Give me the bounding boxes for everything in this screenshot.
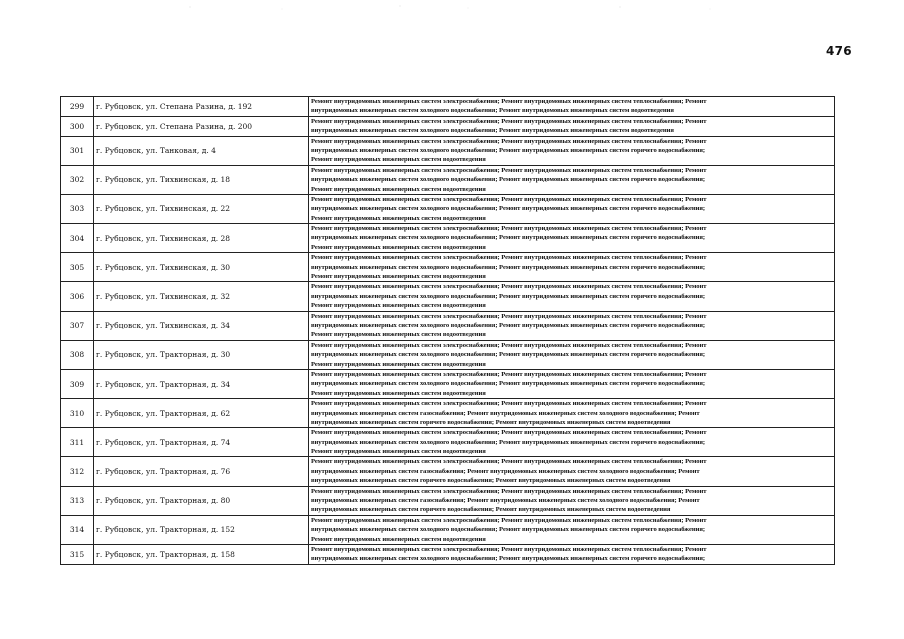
repair-works-line: внутридомовых инженерных систем холодного водоснабжения; Ремонт внутридомовых инженерных систем горячего водоснабжения; (311, 205, 705, 213)
repair-works-line: Ремонт внутридомовых инженерных систем электроснабжения; Ремонт внутридомовых инженерных систем теплоснабжения; Ремонт (311, 225, 707, 233)
repair-works-line: Ремонт внутридомовых инженерных систем электроснабжения; Ремонт внутридомовых инженерных систем теплоснабжения; Ремонт (311, 400, 707, 408)
building-address: г. Рубцовск, ул. Тихвинская, д. 32 (94, 282, 309, 311)
table-row (61, 369, 835, 398)
repair-works-line: Ремонт внутридомовых инженерных систем водоотведения (311, 214, 486, 222)
row-number: 300 (61, 116, 94, 136)
repair-works-line: внутридомовых инженерных систем газоснабжения; Ремонт внутридомовых инженерных систем холодного водоснабжения; Ремонт (311, 467, 700, 475)
repair-works-line: Ремонт внутридомовых инженерных систем водоотведения (311, 331, 486, 339)
building-address: г. Рубцовск, ул. Степана Разина, д. 192 (94, 97, 309, 117)
repair-works-description (309, 136, 835, 165)
repair-works-line: Ремонт внутридомовых инженерных систем электроснабжения; Ремонт внутридомовых инженерных систем теплоснабжения; Ремонт (311, 458, 707, 466)
table-row (61, 457, 835, 486)
row-number: 310 (61, 399, 94, 428)
building-address: г. Рубцовск, ул. Танковая, д. 4 (94, 136, 309, 165)
table-row (61, 544, 835, 564)
repair-works-description (309, 97, 835, 117)
repair-works-line: Ремонт внутридомовых инженерных систем электроснабжения; Ремонт внутридомовых инженерных систем теплоснабжения; Ремонт (311, 341, 707, 349)
repair-works-line: Ремонт внутридомовых инженерных систем водоотведения (311, 302, 486, 310)
repair-works-line: внутридомовых инженерных систем холодного водоснабжения; Ремонт внутридомовых инженерных систем горячего водоснабжения; (311, 526, 705, 534)
repair-works-line: Ремонт внутридомовых инженерных систем электроснабжения; Ремонт внутридомовых инженерных систем теплоснабжения; Ремонт (311, 117, 707, 125)
repair-works-description (309, 486, 835, 515)
building-address: г. Рубцовск, ул. Тракторная, д. 76 (94, 457, 309, 486)
repair-works-description (309, 165, 835, 194)
repair-works-line: внутридомовых инженерных систем холодного водоснабжения; Ремонт внутридомовых инженерных систем водоотведения (311, 107, 674, 115)
repair-works-line: внутридомовых инженерных систем холодного водоснабжения; Ремонт внутридомовых инженерных систем горячего водоснабжения; (311, 321, 705, 329)
repair-works-line: Ремонт внутридомовых инженерных систем электроснабжения; Ремонт внутридомовых инженерных систем теплоснабжения; Ремонт (311, 98, 707, 105)
row-number: 307 (61, 311, 94, 340)
repair-works-line: внутридомовых инженерных систем холодного водоснабжения; Ремонт внутридомовых инженерных систем горячего водоснабжения; (311, 438, 705, 446)
repair-works-line: внутридомовых инженерных систем холодного водоснабжения; Ремонт внутридомовых инженерных систем горячего водоснабжения; (311, 555, 705, 563)
page-number: 476 (826, 44, 852, 58)
registry-table-body (61, 97, 835, 565)
building-address: г. Рубцовск, ул. Тихвинская, д. 34 (94, 311, 309, 340)
building-address: г. Рубцовск, ул. Тихвинская, д. 22 (94, 194, 309, 223)
repair-works-description (309, 369, 835, 398)
repair-works-line: Ремонт внутридомовых инженерных систем водоотведения (311, 185, 486, 193)
repair-works-line: Ремонт внутридомовых инженерных систем водоотведения (311, 273, 486, 281)
building-address: г. Рубцовск, ул. Тракторная, д. 62 (94, 399, 309, 428)
repair-works-line: внутридомовых инженерных систем холодного водоснабжения; Ремонт внутридомовых инженерных систем горячего водоснабжения; (311, 176, 705, 184)
repair-works-line: Ремонт внутридомовых инженерных систем электроснабжения; Ремонт внутридомовых инженерных систем теплоснабжения; Ремонт (311, 429, 707, 437)
scan-noise (150, 4, 750, 12)
repair-works-description (309, 116, 835, 136)
row-number: 304 (61, 224, 94, 253)
table-row (61, 428, 835, 457)
row-number: 309 (61, 369, 94, 398)
repair-works-description (309, 399, 835, 428)
repair-works-line: Ремонт внутридомовых инженерных систем водоотведения (311, 535, 486, 543)
building-address: г. Рубцовск, ул. Тракторная, д. 158 (94, 544, 309, 564)
table-row (61, 116, 835, 136)
row-number: 302 (61, 165, 94, 194)
table-row (61, 340, 835, 369)
repair-works-description (309, 311, 835, 340)
table-row (61, 97, 835, 117)
repair-works-line: Ремонт внутридомовых инженерных систем водоотведения (311, 360, 486, 368)
building-address: г. Рубцовск, ул. Тихвинская, д. 18 (94, 165, 309, 194)
repair-works-description (309, 457, 835, 486)
row-number: 305 (61, 253, 94, 282)
repair-works-line: Ремонт внутридомовых инженерных систем электроснабжения; Ремонт внутридомовых инженерных систем теплоснабжения; Ремонт (311, 254, 707, 262)
repair-works-line: внутридомовых инженерных систем холодного водоснабжения; Ремонт внутридомовых инженерных систем горячего водоснабжения; (311, 234, 705, 242)
repair-works-line: Ремонт внутридомовых инженерных систем электроснабжения; Ремонт внутридомовых инженерных систем теплоснабжения; Ремонт (311, 487, 707, 495)
repair-works-description (309, 224, 835, 253)
building-address: г. Рубцовск, ул. Тихвинская, д. 28 (94, 224, 309, 253)
row-number: 303 (61, 194, 94, 223)
repair-works-line: внутридомовых инженерных систем горячего водоснабжения; Ремонт внутридомовых инженерных систем водоотведения (311, 477, 671, 485)
table-row (61, 194, 835, 223)
repair-works-line: Ремонт внутридомовых инженерных систем электроснабжения; Ремонт внутридомовых инженерных систем теплоснабжения; Ремонт (311, 195, 707, 203)
repair-works-description (309, 340, 835, 369)
repair-registry-table (60, 96, 835, 565)
row-number: 308 (61, 340, 94, 369)
repair-works-line: внутридомовых инженерных систем газоснабжения; Ремонт внутридомовых инженерных систем холодного водоснабжения; Ремонт (311, 409, 700, 417)
table-row (61, 224, 835, 253)
repair-works-line: Ремонт внутридомовых инженерных систем электроснабжения; Ремонт внутридомовых инженерных систем теплоснабжения; Ремонт (311, 516, 707, 524)
building-address: г. Рубцовск, ул. Тракторная, д. 74 (94, 428, 309, 457)
repair-works-line: внутридомовых инженерных систем холодного водоснабжения; Ремонт внутридомовых инженерных систем горячего водоснабжения; (311, 263, 705, 271)
repair-works-description (309, 253, 835, 282)
row-number: 299 (61, 97, 94, 117)
repair-works-line: Ремонт внутридомовых инженерных систем электроснабжения; Ремонт внутридомовых инженерных систем теплоснабжения; Ремонт (311, 312, 707, 320)
repair-works-line: внутридомовых инженерных систем холодного водоснабжения; Ремонт внутридомовых инженерных систем горячего водоснабжения; (311, 351, 705, 359)
repair-works-line: внутридомовых инженерных систем газоснабжения; Ремонт внутридомовых инженерных систем холодного водоснабжения; Ремонт (311, 497, 700, 505)
repair-works-line: внутридомовых инженерных систем холодного водоснабжения; Ремонт внутридомовых инженерных систем горячего водоснабжения; (311, 292, 705, 300)
repair-works-description (309, 428, 835, 457)
repair-works-line: Ремонт внутридомовых инженерных систем электроснабжения; Ремонт внутридомовых инженерных систем теплоснабжения; Ремонт (311, 283, 707, 291)
building-address: г. Рубцовск, ул. Тракторная, д. 30 (94, 340, 309, 369)
repair-works-line: Ремонт внутридомовых инженерных систем водоотведения (311, 448, 486, 456)
building-address: г. Рубцовск, ул. Тракторная, д. 152 (94, 515, 309, 544)
row-number: 301 (61, 136, 94, 165)
repair-works-line: Ремонт внутридомовых инженерных систем водоотведения (311, 389, 486, 397)
repair-works-line: внутридомовых инженерных систем горячего водоснабжения; Ремонт внутридомовых инженерных систем водоотведения (311, 506, 671, 514)
building-address: г. Рубцовск, ул. Тракторная, д. 34 (94, 369, 309, 398)
table-row (61, 253, 835, 282)
row-number: 306 (61, 282, 94, 311)
table-row (61, 311, 835, 340)
building-address: г. Рубцовск, ул. Тихвинская, д. 30 (94, 253, 309, 282)
repair-works-line: Ремонт внутридомовых инженерных систем электроснабжения; Ремонт внутридомовых инженерных систем теплоснабжения; Ремонт (311, 166, 707, 174)
building-address: г. Рубцовск, ул. Тракторная, д. 80 (94, 486, 309, 515)
repair-works-line: Ремонт внутридомовых инженерных систем водоотведения (311, 156, 486, 164)
repair-works-line: внутридомовых инженерных систем холодного водоснабжения; Ремонт внутридомовых инженерных систем водоотведения (311, 127, 674, 135)
row-number: 313 (61, 486, 94, 515)
row-number: 312 (61, 457, 94, 486)
repair-works-description (309, 544, 835, 564)
row-number: 314 (61, 515, 94, 544)
table-row (61, 399, 835, 428)
repair-works-description (309, 282, 835, 311)
repair-works-line: Ремонт внутридомовых инженерных систем электроснабжения; Ремонт внутридомовых инженерных систем теплоснабжения; Ремонт (311, 370, 707, 378)
table-row (61, 165, 835, 194)
table-row (61, 136, 835, 165)
repair-works-line: внутридомовых инженерных систем холодного водоснабжения; Ремонт внутридомовых инженерных систем горячего водоснабжения; (311, 380, 705, 388)
building-address: г. Рубцовск, ул. Степана Разина, д. 200 (94, 116, 309, 136)
repair-works-description (309, 515, 835, 544)
repair-works-description (309, 194, 835, 223)
row-number: 311 (61, 428, 94, 457)
repair-works-line: внутридомовых инженерных систем холодного водоснабжения; Ремонт внутридомовых инженерных систем горячего водоснабжения; (311, 146, 705, 154)
table-row (61, 486, 835, 515)
table-row (61, 282, 835, 311)
repair-works-line: внутридомовых инженерных систем горячего водоснабжения; Ремонт внутридомовых инженерных систем водоотведения (311, 418, 671, 426)
repair-works-line: Ремонт внутридомовых инженерных систем электроснабжения; Ремонт внутридомовых инженерных систем теплоснабжения; Ремонт (311, 545, 707, 553)
table-row (61, 515, 835, 544)
row-number: 315 (61, 544, 94, 564)
repair-works-line: Ремонт внутридомовых инженерных систем электроснабжения; Ремонт внутридомовых инженерных систем теплоснабжения; Ремонт (311, 137, 707, 145)
repair-works-line: Ремонт внутридомовых инженерных систем водоотведения (311, 243, 486, 251)
